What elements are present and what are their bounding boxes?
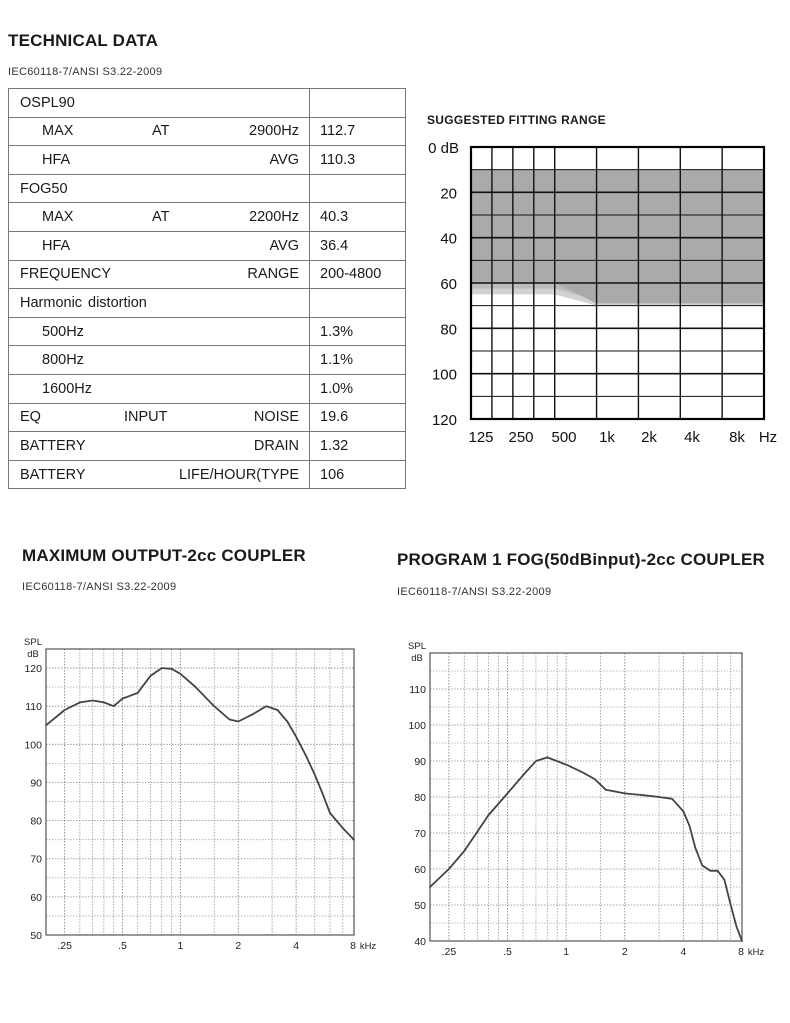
x-tick-label: .25: [57, 940, 72, 952]
fog-chart: [400, 634, 785, 964]
fitting-x-unit: Hz: [758, 429, 778, 446]
fitting-y-tick: 80: [440, 321, 457, 339]
y-tick-label: 40: [414, 936, 426, 948]
spec-row: [9, 289, 406, 318]
spec-qualifier: AT: [152, 209, 170, 226]
spec-label: HFA: [42, 237, 71, 254]
fitting-x-tick: 8k: [729, 429, 745, 446]
x-tick-label: 2: [621, 946, 628, 958]
fog-standard: IEC60118-7/ANSI S3.22-2009: [397, 586, 552, 598]
spec-label: MAX: [42, 209, 74, 226]
spec-row: [9, 203, 406, 232]
y-unit-spl: SPL: [408, 641, 426, 652]
x-tick-label: .5: [503, 946, 512, 958]
fitting-x-tick: 250: [508, 429, 534, 446]
spec-label: FREQUENCY: [20, 266, 112, 283]
spec-row: [9, 231, 406, 260]
spec-row: [9, 117, 406, 146]
spec-row: [9, 374, 406, 403]
spec-row: [9, 146, 406, 175]
spec-unit: AVG: [269, 151, 299, 168]
spec-unit: RANGE: [247, 266, 299, 283]
x-tick-label: 4: [293, 940, 300, 952]
spec-value: 1.0%: [310, 374, 406, 403]
spec-row: [9, 89, 406, 118]
spec-label: Harmonic: [20, 294, 83, 311]
spec-qualifier: distortion: [88, 294, 147, 311]
spec-label: 500Hz: [42, 323, 84, 340]
spec-unit: DRAIN: [253, 437, 299, 454]
y-tick-label: 50: [414, 900, 426, 912]
spec-unit: 2200Hz: [249, 209, 299, 226]
y-unit-spl: SPL: [24, 637, 42, 648]
y-tick-label: 120: [24, 663, 42, 676]
fitting-x-tick: 1k: [599, 429, 615, 446]
fitting-y-tick: 100: [431, 366, 457, 384]
spec-unit: 2900Hz: [249, 123, 299, 140]
fitting-x-tick: 125: [468, 429, 494, 446]
y-tick-label: 90: [414, 756, 426, 768]
max-output-chart: [20, 630, 390, 960]
y-tick-label: 80: [414, 792, 426, 804]
spec-unit: NOISE: [253, 409, 299, 426]
y-tick-label: 70: [414, 828, 426, 840]
spec-value: 106: [310, 460, 406, 489]
y-tick-label: 100: [24, 739, 42, 752]
x-tick-label: 8: [350, 940, 356, 952]
spec-qualifier: AT: [152, 123, 170, 140]
spec-label: BATTERY: [20, 466, 86, 483]
fitting-range-title: SUGGESTED FITTING RANGE: [427, 113, 606, 127]
spec-row: [9, 460, 406, 489]
y-unit-db: dB: [411, 653, 423, 664]
spec-row: [9, 346, 406, 375]
y-tick-label: 50: [30, 930, 42, 942]
spec-label: BATTERY: [20, 437, 86, 454]
max-output-title: MAXIMUM OUTPUT-2cc COUPLER: [22, 546, 306, 565]
spec-value: 36.4: [310, 231, 406, 260]
spec-label: 1600Hz: [42, 380, 92, 397]
y-tick-label: 60: [30, 891, 42, 904]
y-tick-label: 90: [30, 777, 42, 790]
spec-value: 200-4800: [310, 260, 406, 289]
y-tick-label: 100: [408, 720, 426, 732]
y-unit-db: dB: [27, 649, 39, 660]
max-output-standard: IEC60118-7/ANSI S3.22-2009: [22, 581, 177, 593]
technical-data-standard: IEC60118-7/ANSI S3.22-2009: [8, 66, 163, 78]
technical-data-table: [8, 88, 406, 489]
spec-label: 800Hz: [42, 352, 84, 369]
spec-label: HFA: [42, 151, 71, 168]
x-tick-label: 1: [563, 946, 570, 958]
fitting-y-tick: 60: [440, 276, 457, 293]
spec-qualifier: INPUT: [124, 409, 168, 426]
fitting-x-tick: 500: [551, 429, 577, 446]
x-tick-label: 1: [177, 940, 184, 952]
technical-data-title: TECHNICAL DATA: [8, 31, 159, 50]
fitting-range-chart: [415, 138, 785, 450]
fitting-x-tick: 2k: [641, 429, 657, 446]
response-curve: [46, 668, 354, 840]
fitting-y-tick: 0 dB: [428, 140, 459, 157]
x-unit-label: kHz: [359, 941, 377, 952]
fitting-y-tick: 120: [431, 412, 457, 429]
spec-value: 19.6: [310, 403, 406, 432]
response-curve: [430, 757, 742, 941]
x-tick-label: 2: [235, 940, 242, 952]
spec-unit: AVG: [269, 237, 299, 254]
spec-row: [9, 174, 406, 203]
spec-value: 112.7: [310, 117, 406, 146]
spec-value: 40.3: [310, 203, 406, 232]
spec-value: 1.32: [310, 432, 406, 461]
spec-row: [9, 317, 406, 346]
x-tick-label: 8: [738, 946, 744, 958]
spec-label: OSPL90: [20, 94, 75, 111]
y-tick-label: 70: [30, 853, 42, 866]
spec-label: FOG50: [20, 180, 68, 197]
spec-row: [9, 260, 406, 289]
fitting-y-tick: 20: [440, 185, 457, 203]
spec-value: [310, 289, 406, 318]
spec-value: 110.3: [310, 146, 406, 175]
x-tick-label: .25: [441, 946, 457, 958]
fitting-x-tick: 4k: [684, 429, 700, 446]
spec-label: EQ: [20, 409, 41, 426]
fitting-y-tick: 40: [440, 230, 457, 248]
spec-unit: LIFE/HOUR(TYPE: [178, 466, 299, 483]
spec-value: [310, 174, 406, 203]
spec-label: MAX: [42, 123, 74, 140]
x-tick-label: .5: [118, 940, 127, 952]
y-tick-label: 80: [30, 815, 42, 828]
spec-value: 1.1%: [310, 346, 406, 375]
y-tick-label: 110: [409, 684, 426, 696]
x-unit-label: kHz: [747, 947, 765, 958]
spec-value: 1.3%: [310, 317, 406, 346]
spec-row: [9, 432, 406, 461]
spec-value: [310, 89, 406, 118]
y-tick-label: 110: [25, 701, 42, 714]
x-tick-label: 4: [680, 946, 687, 958]
y-tick-label: 60: [414, 864, 426, 876]
spec-row: [9, 403, 406, 432]
fog-title: PROGRAM 1 FOG(50dBinput)-2cc COUPLER: [397, 550, 766, 569]
